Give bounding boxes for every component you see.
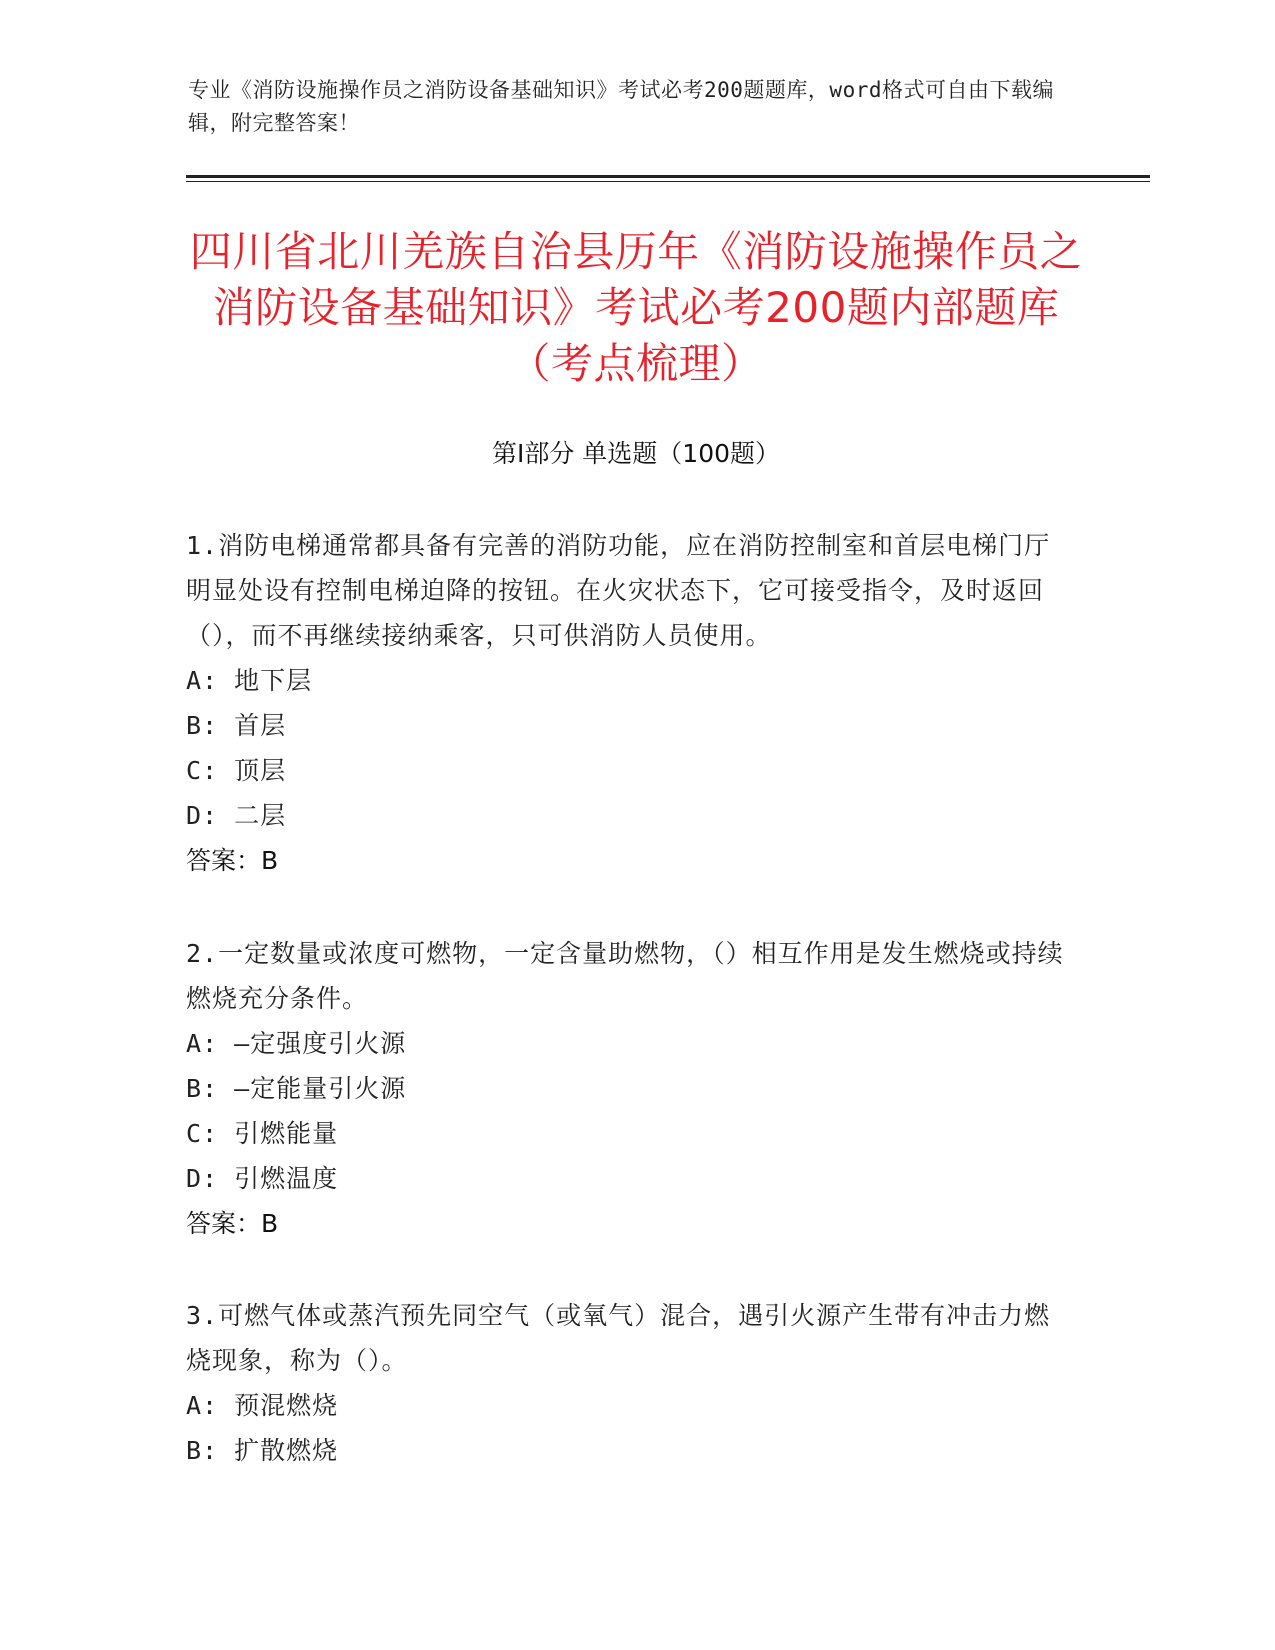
question-stem: 2.一定数量或浓度可燃物，一定含量助燃物，（）相互作用是发生燃烧或持续燃烧充分条件。 <box>186 939 1064 1013</box>
header-divider-thick <box>186 175 1150 178</box>
header-divider-thin <box>186 181 1150 182</box>
option-a: A: 地下层 <box>186 666 313 695</box>
question-2 <box>186 931 1066 1246</box>
option-a: A: —定强度引火源 <box>186 1029 407 1058</box>
option-c: C: 引燃能量 <box>186 1119 339 1148</box>
header-note: 专业《消防设施操作员之消防设备基础知识》考试必考200题题库，word格式可自由下载编辑，附完整答案！ <box>188 78 1054 135</box>
option-c: C: 顶层 <box>186 756 287 785</box>
section-heading: 第I部分 单选题（100题） <box>491 439 781 468</box>
option-d: D: 引燃温度 <box>186 1164 339 1193</box>
document-title: 四川省北川羌族自治县历年《消防设施操作员之消防设备基础知识》考试必考200题内部题库（考点梳理） <box>189 227 1083 388</box>
option-d: D: 二层 <box>186 801 287 830</box>
question-stem: 3.可燃气体或蒸汽预先同空气（或氧气）混合，遇引火源产生带有冲击力燃烧现象，称为（）。 <box>186 1301 1051 1375</box>
answer: 答案：B <box>186 846 279 875</box>
option-b: B: 扩散燃烧 <box>186 1436 339 1465</box>
question-stem: 1.消防电梯通常都具备有完善的消防功能，应在消防控制室和首层电梯门厅明显处设有控制电梯迫降的按钮。在火灾状态下，它可接受指令，及时返回（），而不再继续接纳乘客，只可供消防人员使用。 <box>186 531 1051 650</box>
option-a: A: 预混燃烧 <box>186 1391 339 1420</box>
question-3 <box>186 1293 1066 1473</box>
answer: 答案：B <box>186 1209 279 1238</box>
option-b: B: —定能量引火源 <box>186 1074 407 1103</box>
question-1 <box>186 523 1066 883</box>
option-b: B: 首层 <box>186 711 287 740</box>
